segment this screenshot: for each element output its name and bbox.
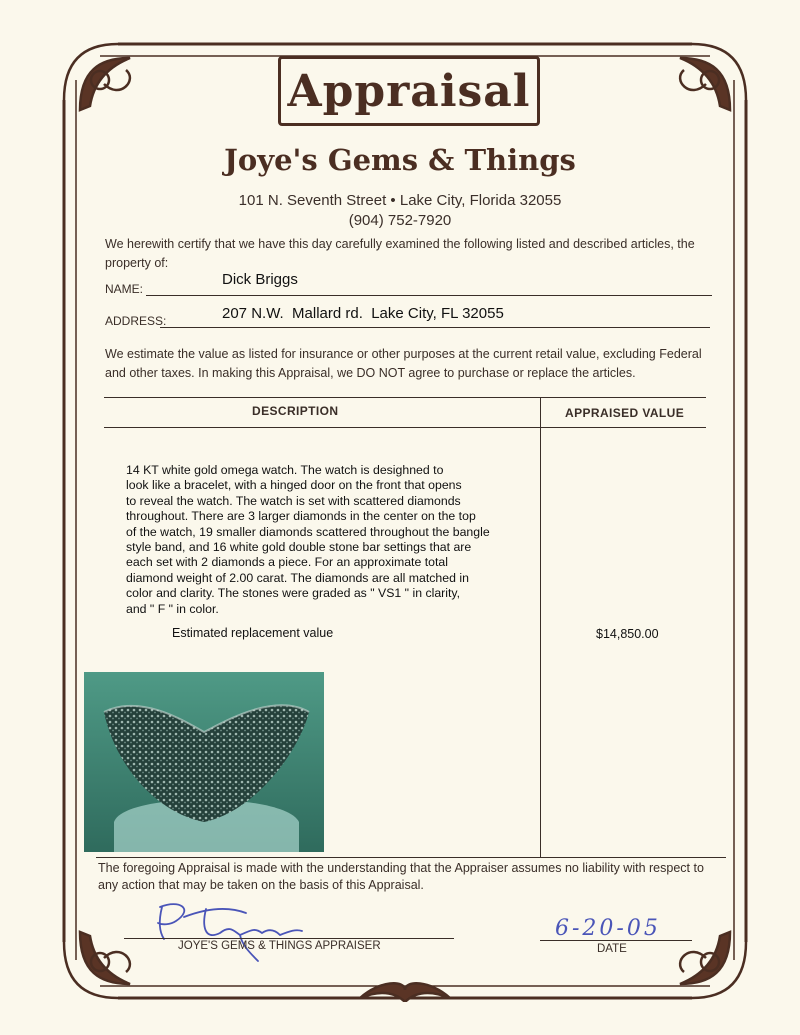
address-underline — [160, 327, 710, 328]
appraiser-signature — [150, 895, 320, 965]
store-name: Joye's Gems & Things — [224, 143, 576, 177]
appraiser-label: JOYE'S GEMS & THINGS APPRAISER — [178, 940, 381, 952]
description-header: DESCRIPTION — [252, 404, 339, 418]
table-top-line — [104, 397, 706, 398]
corner-flourish-top-left — [64, 44, 130, 110]
title-banner — [278, 56, 540, 126]
name-label: NAME: — [105, 282, 144, 296]
description-line: to reveal the watch. The watch is set with scattered diamonds — [126, 493, 461, 508]
address-label: ADDRESS: — [105, 314, 167, 328]
corner-flourish-top-right — [680, 44, 746, 110]
item-description — [126, 463, 506, 617]
description-line: of the watch, 19 smaller diamonds scattered throughout the bangle — [126, 524, 490, 539]
description-line: throughout. There are 3 larger diamonds in the center on the top — [126, 509, 476, 524]
date-value: 6-20-05 — [555, 916, 661, 941]
watch-bracelet-image — [84, 672, 324, 852]
page-title: Appraisal — [287, 65, 531, 117]
address-value: 207 N.W. Mallard rd. Lake City, FL 32055 — [222, 305, 504, 322]
description-line: and " F " in color. — [126, 601, 219, 616]
date-line — [540, 940, 692, 941]
description-line: diamond weight of 2.00 carat. The diamonds are all matched in — [126, 570, 469, 585]
disclaimer-text: The foregoing Appraisal is made with the understanding that the Appraiser assumes no liability with respect to any action that may be taken on the basis of this Appraisal. — [98, 861, 704, 892]
estimate-statement: We estimate the value as listed for insurance or other purposes at the current retail value, excluding Federal and other taxes. In making this Appraisal, we DO NOT agree to purchase or replace the articles. — [105, 347, 702, 380]
description-line: each set with 2 diamonds a piece. For an approximate total — [126, 555, 448, 570]
corner-flourish-bottom-right — [680, 932, 746, 998]
store-address: 101 N. Seventh Street • Lake City, Florida 32055 — [238, 192, 562, 209]
name-value: Dick Briggs — [222, 271, 298, 288]
store-phone: (904) 752-7920 — [348, 212, 452, 229]
replacement-label: Estimated replacement value — [172, 626, 334, 640]
name-underline — [146, 295, 712, 296]
corner-flourish-bottom-left — [64, 932, 130, 998]
table-header-line — [104, 427, 706, 428]
description-line: 14 KT white gold omega watch. The watch is desighned to — [126, 463, 444, 477]
date-label: DATE — [597, 943, 627, 955]
description-line: look like a bracelet, with a hinged door on the front that opens — [126, 478, 462, 493]
table-column-divider — [540, 397, 541, 857]
certify-statement: We herewith certify that we have this day carefully examined the following listed and described articles, the property of: — [105, 237, 695, 270]
item-photo — [84, 672, 324, 852]
appraiser-signature-line — [124, 938, 454, 939]
description-line: color and clarity. The stones were graded as " VS1 " in clarity, — [126, 586, 461, 601]
replacement-value: $14,850.00 — [596, 627, 659, 641]
description-line: style band, and 16 white gold double stone bar settings that are — [126, 540, 472, 555]
appraised-value-header: APPRAISED VALUE — [565, 406, 685, 420]
disclaimer-top-line — [96, 857, 726, 858]
